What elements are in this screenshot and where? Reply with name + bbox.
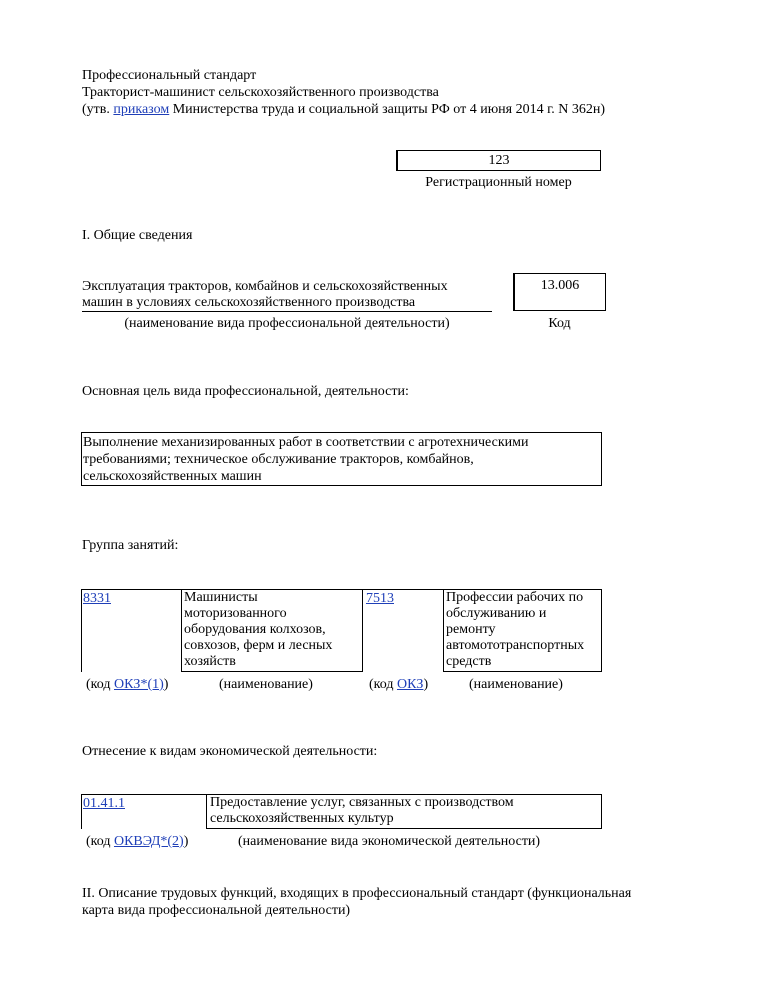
table-border-bottom-2 — [443, 671, 602, 672]
activity-caption: (наименование вида профессиональной деятельности) — [124, 316, 450, 331]
table-separator-1 — [181, 589, 182, 672]
goal-line1: Выполнение механизированных работ в соответствии с агротехническими — [83, 435, 529, 450]
occupation-name-1-line: моторизованного — [184, 606, 287, 621]
occupation-name-1-line: хозяйств — [184, 654, 236, 669]
okved-link[interactable]: ОКВЭД*(2) — [113, 834, 184, 849]
activity-code: 13.006 — [540, 278, 580, 293]
activity-name-line1: Эксплуатация тракторов, комбайнов и сельскохозяйственных — [82, 279, 448, 294]
economic-name-line2: сельскохозяйственных культур — [210, 811, 394, 826]
activity-code-box — [513, 273, 606, 311]
occupation-name-1-line: Машинисты — [184, 590, 258, 605]
goal-box — [81, 432, 602, 486]
registration-number: 123 — [488, 153, 510, 168]
table-border-left — [81, 589, 82, 672]
activity-name-line2: машин в условиях сельскохозяйственного производства — [82, 295, 416, 310]
name-caption-2: (наименование) — [469, 677, 563, 692]
econ-border-left — [81, 794, 82, 829]
okz-caption-1-suffix: ) — [163, 677, 169, 692]
goal-line3: сельскохозяйственных машин — [83, 469, 262, 484]
economic-heading: Отнесение к видам экономической деятельности: — [82, 744, 378, 759]
section-2-title-line1: II. Описание трудовых функций, входящих в профессиональный стандарт (функциональная — [82, 886, 632, 901]
occupation-name-2-line: средств — [446, 654, 492, 669]
section-1-title: I. Общие сведения — [82, 228, 193, 243]
occupation-name-2-line: автомототранспортных — [446, 638, 585, 653]
okz-caption-2-suffix: ) — [423, 677, 429, 692]
econ-border-right — [601, 794, 602, 829]
activity-code-caption: Код — [548, 316, 571, 331]
okz-code-7513[interactable]: 7513 — [366, 591, 394, 606]
okved-caption-prefix: (код — [86, 834, 114, 849]
profession-title: Тракторист-машинист сельскохозяйственного производства — [82, 85, 439, 100]
occupation-name-1 — [184, 590, 332, 670]
occupation-name-2-line: ремонту — [446, 622, 496, 637]
occupation-name-2-line: обслуживанию и — [446, 606, 547, 621]
economic-name — [210, 795, 514, 827]
table-border-bottom-1 — [181, 671, 363, 672]
okz-caption-2 — [369, 676, 428, 693]
occupation-name-1-line: совхозов, ферм и лесных — [184, 638, 333, 653]
goal-heading: Основная цель вида профессиональной, деятельности: — [82, 384, 409, 399]
okz-1-link[interactable]: ОКЗ*(1) — [113, 677, 164, 692]
econ-separator — [206, 794, 207, 829]
activity-underline — [82, 311, 492, 312]
group-heading: Группа занятий: — [82, 538, 179, 553]
registration-label: Регистрационный номер — [425, 175, 572, 190]
occupation-name-2 — [446, 590, 584, 670]
okved-caption — [86, 833, 188, 850]
approval-suffix: Министерства труда и социальной защиты РФ от 4 июня 2014 г. N 362н) — [169, 102, 606, 117]
name-caption-1: (наименование) — [219, 677, 313, 692]
okz-link[interactable]: ОКЗ — [396, 677, 424, 692]
economic-name-line1: Предоставление услуг, связанных с производством — [210, 795, 514, 810]
goal-line2: требованиями; техническое обслуживание тракторов, комбайнов, — [83, 452, 474, 467]
okved-code[interactable]: 01.41.1 — [83, 796, 125, 811]
okved-caption-suffix: ) — [183, 834, 189, 849]
order-link[interactable]: приказом — [113, 102, 170, 117]
table-separator-3 — [443, 589, 444, 672]
table-border-right — [601, 589, 602, 672]
registration-number-box — [396, 150, 601, 171]
occupation-name-2-line: Профессии рабочих по — [446, 590, 584, 605]
standard-title: Профессиональный стандарт — [82, 68, 257, 83]
okz-caption-1 — [86, 676, 168, 693]
economic-name-caption: (наименование вида экономической деятельности) — [238, 834, 541, 849]
approval-prefix: (утв. — [82, 102, 114, 117]
econ-border-bottom — [206, 828, 602, 829]
okz-code-8331[interactable]: 8331 — [83, 591, 111, 606]
okz-caption-2-prefix: (код — [369, 677, 397, 692]
section-2-title-line2: карта вида профессиональной деятельности) — [82, 903, 351, 918]
approval-line — [82, 101, 605, 118]
okz-caption-1-prefix: (код — [86, 677, 114, 692]
table-separator-2 — [362, 589, 363, 672]
occupation-name-1-line: оборудования колхозов, — [184, 622, 326, 637]
